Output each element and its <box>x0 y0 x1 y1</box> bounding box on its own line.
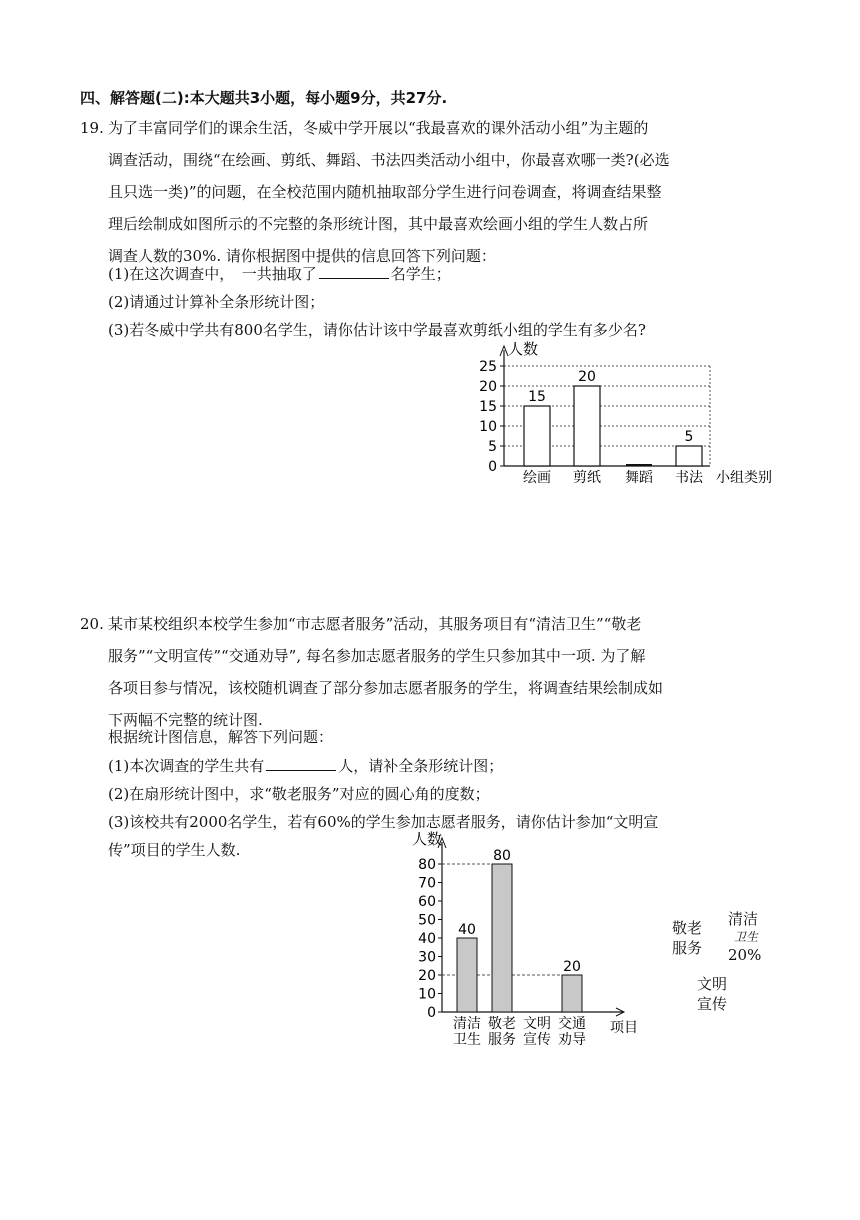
x-axis-title: 小组类别 <box>716 470 772 486</box>
y-tick-label: 5 <box>488 439 497 455</box>
y-tick-label: 20 <box>418 968 436 984</box>
q19-line-4: 理后绘制成如图所示的不完整的条形统计图，其中最喜欢绘画小组的学生人数占所 <box>108 215 649 233</box>
x-tick-label-line1: 清洁 <box>453 1016 481 1032</box>
bar <box>524 406 550 466</box>
y-tick-label: 0 <box>427 1005 436 1021</box>
y-tick-label: 15 <box>479 399 497 415</box>
q19-answer-blank[interactable] <box>319 264 389 279</box>
q20-line-4: 下两幅不完整的统计图. <box>108 711 263 729</box>
pie-label-qingjie-2: 卫生 <box>734 930 759 944</box>
q19-sub1-text-a: (1)在这次调查中， 一共抽取了 <box>108 265 317 283</box>
pie-label-qingjie <box>728 910 761 964</box>
pie-label-qingjie-1: 清洁 <box>728 910 759 928</box>
q19-sub1 <box>108 262 451 286</box>
bar-value-label: 80 <box>493 848 511 864</box>
pie-label-wenming-1: 文明 <box>697 975 728 993</box>
q20-sub3-a: (3)该校共有2000名学生，若有60%的学生参加志愿者服务，请你估计参加“文明宣 <box>108 813 659 831</box>
pie-label-jinglao <box>672 918 702 958</box>
x-tick-label-line1: 交通 <box>558 1016 586 1032</box>
x-tick-label-line1: 敬老 <box>488 1016 516 1032</box>
q20-intro: 根据统计图信息，解答下列问题： <box>108 728 334 746</box>
q20-sub2: (2)在扇形统计图中，求“敬老服务”对应的圆心角的度数； <box>108 785 490 803</box>
x-tick-label-line2: 宣传 <box>523 1032 551 1048</box>
bar-value-label: 15 <box>528 389 546 405</box>
pie-label-wenming <box>697 974 727 1014</box>
q19-line-5: 调查人数的30%. 请你根据图中提供的信息回答下列问题： <box>108 247 496 265</box>
y-tick-label: 80 <box>418 857 436 873</box>
y-axis-title: 人数 <box>508 340 539 358</box>
y-tick-label: 30 <box>418 949 436 966</box>
q19-line-2: 调查活动，围绕“在绘画、剪纸、舞蹈、书法四类活动小组中，你最喜欢哪一类?(必选 <box>108 151 670 169</box>
y-tick-label: 50 <box>418 912 436 929</box>
section-heading: 四、解答题(二):本大题共3小题，每小题9分，共27分. <box>80 89 448 107</box>
pie-label-qingjie-pct: 20% <box>728 946 762 964</box>
pie-label-wenming-2: 宣传 <box>697 995 728 1013</box>
q19-line-1: 为了丰富同学们的课余生活，冬威中学开展以“我最喜欢的课外活动小组”为主题的 <box>108 119 649 137</box>
bar <box>492 864 512 1012</box>
q20-answer-blank[interactable] <box>266 756 336 771</box>
q19-sub3: (3)若冬威中学共有800名学生，请你估计该中学最喜欢剪纸小组的学生有多少名? <box>108 321 646 339</box>
y-tick-label: 60 <box>418 894 436 910</box>
y-tick-label: 70 <box>418 875 436 892</box>
activity-bar-chart <box>470 338 790 490</box>
x-tick-label: 舞蹈 <box>625 470 653 486</box>
y-axis-title: 人数 <box>412 830 443 848</box>
bar <box>574 386 600 466</box>
bar <box>457 938 477 1012</box>
q20-sub1 <box>108 754 503 778</box>
y-tick-label: 10 <box>418 986 436 1003</box>
q19-number: 19. <box>80 119 104 137</box>
x-tick-label: 书法 <box>675 470 703 486</box>
x-tick-label-line2: 服务 <box>488 1032 516 1048</box>
q19-sub1-text-b: 名学生； <box>390 265 451 283</box>
q20-number: 20. <box>80 615 104 633</box>
y-tick-label: 10 <box>479 419 497 435</box>
volunteer-bar-chart <box>410 826 650 1052</box>
bar <box>676 446 702 466</box>
bar-value-label: 20 <box>563 959 581 975</box>
y-tick-label: 25 <box>479 359 497 375</box>
x-tick-label-line2: 劝导 <box>558 1032 586 1048</box>
x-tick-label-line2: 卫生 <box>453 1032 481 1048</box>
q20-line-1: 某市某校组织本校学生参加“市志愿者服务”活动，其服务项目有“清洁卫生”“敬老 <box>108 615 642 633</box>
y-tick-label: 40 <box>418 931 436 947</box>
bar <box>562 975 582 1012</box>
x-axis-title: 项目 <box>610 1020 638 1036</box>
pie-label-jinglao-1: 敬老 <box>672 919 703 937</box>
q19-line-3: 且只选一类)”的问题，在全校范围内随机抽取部分学生进行问卷调查，将调查结果整 <box>108 183 662 201</box>
bar-value-label: 5 <box>684 429 694 445</box>
bar-value-label: 40 <box>458 922 476 938</box>
x-tick-label-line1: 文明 <box>523 1016 551 1032</box>
q20-sub1-text-a: (1)本次调查的学生共有 <box>108 757 265 775</box>
q20-sub3-b: 传”项目的学生人数. <box>108 841 241 859</box>
q20-line-3: 各项目参与情况，该校随机调查了部分参加志愿者服务的学生，将调查结果绘制成如 <box>108 679 664 697</box>
q19-sub2: (2)请通过计算补全条形统计图； <box>108 293 325 311</box>
y-tick-label: 0 <box>488 459 497 475</box>
q20-sub1-text-b: 人，请补全条形统计图； <box>338 757 504 775</box>
bar-value-label: 20 <box>578 369 596 385</box>
q20-line-2: 服务”“文明宣传”“交通劝导”, 每名参加志愿者服务的学生只参加其中一项. 为了解 <box>108 647 646 665</box>
pie-label-jinglao-2: 服务 <box>672 939 703 957</box>
y-tick-label: 20 <box>479 379 497 395</box>
x-tick-label: 剪纸 <box>573 470 601 486</box>
x-tick-label: 绘画 <box>523 470 551 486</box>
